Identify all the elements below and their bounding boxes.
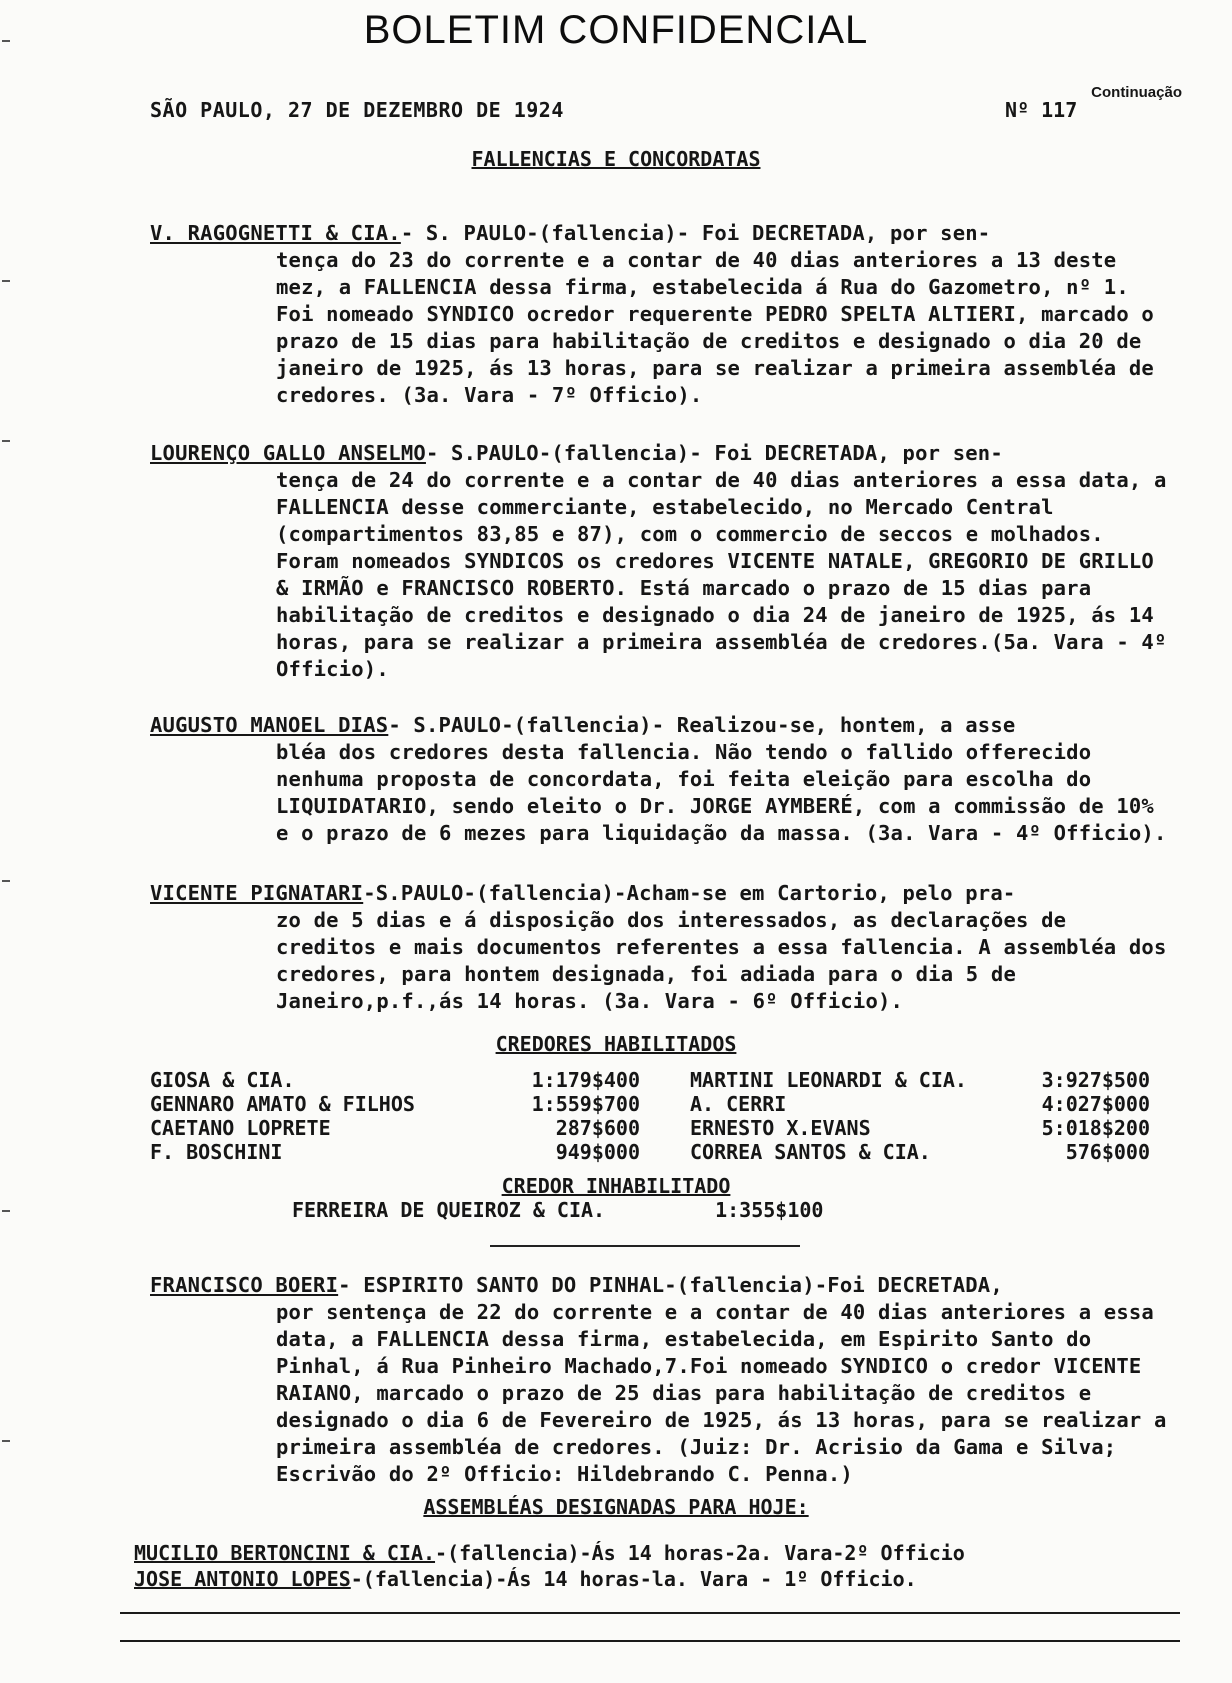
section-title: FALLENCIAS E CONCORDATAS: [471, 147, 761, 171]
creditor-row: [150, 1068, 1150, 1092]
continuation-label: Continuação: [1091, 84, 1182, 101]
creditor-amount: 1:559$700: [531, 1092, 640, 1116]
entry-body: tença de 24 do corrente e a contar de 40 dias anteriores a essa data, a FALLENCIA desse commerciante, estabelecido, no Mercado Central (compartimentos 83,85 e 87), com o commercio de seccos e molhados. Foram nomeados SYNDICOS os credores VICENTE NATALE, GREGORIO DE GRILLO & IRMÃO e FRANCISCO ROBERTO. Está marcado o prazo de 15 dias para habilitação de creditos e designado o dia 24 de janeiro de 1925, ás 14 horas, para se realizar a primeira assembléa de credores.(5a. Vara - 4º Officio).: [276, 468, 1167, 681]
creditor-row: [150, 1116, 1150, 1140]
issue-number: Nº 117: [1005, 98, 1078, 122]
margin-mark: [2, 1440, 10, 1442]
creditor-name: GIOSA & CIA.: [150, 1068, 295, 1092]
creditors-heading: CREDORES HABILITADOS: [495, 1032, 737, 1056]
hearing-item: [134, 1540, 1214, 1566]
entry-name: VICENTE PIGNATARI: [150, 881, 364, 905]
entry-body: bléa dos credores desta fallencia. Não tendo o fallido offerecido nenhuma proposta de concordata, foi feita eleição para escolha do LIQUIDATARIO, sendo eleito o Dr. JORGE AYMBERÉ, com a commissão de 10% e o prazo de 6 mezes para liquidação da massa. (3a. Vara - 4º Officio).: [276, 740, 1167, 845]
creditor-amount: 287$600: [555, 1116, 640, 1140]
creditor-row: [150, 1092, 1150, 1116]
entry-first-line: - S.PAULO-(fallencia)- Realizou-se, hontem, a asse: [388, 713, 1016, 737]
bottom-rule: [120, 1640, 1180, 1642]
entry-name: V. RAGOGNETTI & CIA.: [150, 221, 401, 245]
entry-name: FRANCISCO BOERI: [150, 1273, 339, 1297]
entry-name: AUGUSTO MANOEL DIAS: [150, 713, 389, 737]
creditor-amount: 5:018$200: [1041, 1116, 1150, 1140]
entry-body: zo de 5 dias e á disposição dos interessados, as declarações de creditos e mais documentos referentes a essa fallencia. A assembléa dos credores, para hontem designada, foi adiada para o dia 5 de Janeiro,p.f.,ás 14 horas. (3a. Vara - 6º Officio).: [276, 908, 1167, 1013]
margin-mark: [2, 1210, 10, 1212]
entry-first-line: - ESPIRITO SANTO DO PINHAL-(fallencia)-Foi DECRETADA,: [338, 1273, 1003, 1297]
entry-pignatari: [150, 880, 1170, 1015]
creditor-amount: 3:927$500: [1041, 1068, 1150, 1092]
entry-first-line: - S. PAULO-(fallencia)- Foi DECRETADA, por sen-: [400, 221, 991, 245]
entry-boeri: [150, 1272, 1170, 1488]
divider: [490, 1245, 800, 1247]
creditor-amount: 576$000: [1065, 1140, 1150, 1164]
masthead: BOLETIM CONFIDENCIAL: [363, 8, 869, 52]
creditor-name: F. BOSCHINI: [150, 1140, 283, 1164]
creditor-name: FERREIRA DE QUEIROZ & CIA.: [292, 1198, 606, 1222]
entry-gallo-anselmo: [150, 440, 1170, 683]
entry-manoel-dias: [150, 712, 1170, 847]
creditor-name: CORREA SANTOS & CIA.: [690, 1140, 931, 1164]
entry-body: tença do 23 do corrente e a contar de 40 dias anteriores a 13 deste mez, a FALLENCIA dessa firma, estabelecida á Rua do Gazometro, nº 1. Foi nomeado SYNDICO ocredor requerente PEDRO SPELTA ALTIERI, marcado o prazo de 15 dias para habilitação de creditos e designado o dia 20 de janeiro de 1925, ás 13 horas, para se realizar a primeira assembléa de credores. (3a. Vara - 7º Officio).: [276, 248, 1154, 407]
bottom-rule: [120, 1612, 1180, 1614]
hearings-heading: ASSEMBLÉAS DESIGNADAS PARA HOJE:: [423, 1495, 809, 1519]
dateline: SÃO PAULO, 27 DE DEZEMBRO DE 1924: [150, 98, 564, 122]
creditors-table: [150, 1068, 1150, 1164]
margin-mark: [2, 40, 10, 42]
creditor-name: MARTINI LEONARDI & CIA.: [690, 1068, 967, 1092]
creditor-name: CAETANO LOPRETE: [150, 1116, 331, 1140]
creditor-row: [150, 1140, 1150, 1164]
margin-mark: [2, 440, 10, 442]
entry-first-line: -S.PAULO-(fallencia)-Acham-se em Cartorio, pelo pra-: [363, 881, 1016, 905]
creditor-amount: 1:355$100: [715, 1198, 824, 1222]
hearing-detail: -(fallencia)-Ás 14 horas-2a. Vara-2º Officio: [435, 1541, 965, 1565]
creditor-amount: 949$000: [555, 1140, 640, 1164]
creditor-name: A. CERRI: [690, 1092, 787, 1116]
entry-name: LOURENÇO GALLO ANSELMO: [150, 441, 426, 465]
hearing-name: MUCILIO BERTONCINI & CIA.: [134, 1541, 436, 1565]
entry-body: por sentença de 22 do corrente e a contar de 40 dias anteriores a essa data, a FALLENCIA dessa firma, estabelecida, em Espirito Santo do Pinhal, á Rua Pinheiro Machado,7.Foi nomeado SYNDICO o credor VICENTE RAIANO, marcado o prazo de 25 dias para habilitação de creditos e designado o dia 6 de Fevereiro de 1925, ás 13 horas, para se realizar a primeira assembléa de credores. (Juiz: Dr. Acrisio da Gama e Silva; Escrivão do 2º Officio: Hildebrando C. Penna.): [276, 1300, 1167, 1486]
entry-first-line: - S.PAULO-(fallencia)- Foi DECRETADA, por sen-: [425, 441, 1003, 465]
margin-mark: [2, 280, 10, 282]
creditor-name: GENNARO AMATO & FILHOS: [150, 1092, 415, 1116]
hearing-detail: -(fallencia)-Ás 14 horas-la. Vara - 1º Officio.: [350, 1567, 917, 1591]
entry-ragognetti: [150, 220, 1170, 409]
inhabilitado-heading: CREDOR INHABILITADO: [501, 1174, 731, 1198]
creditor-amount: 1:179$400: [531, 1068, 640, 1092]
margin-mark: [2, 880, 10, 882]
hearing-name: JOSE ANTONIO LOPES: [134, 1567, 351, 1591]
creditor-amount: 4:027$000: [1041, 1092, 1150, 1116]
creditor-name: ERNESTO X.EVANS: [690, 1116, 871, 1140]
hearing-item: [134, 1566, 1214, 1592]
inhabilitado-row: [292, 1198, 823, 1222]
